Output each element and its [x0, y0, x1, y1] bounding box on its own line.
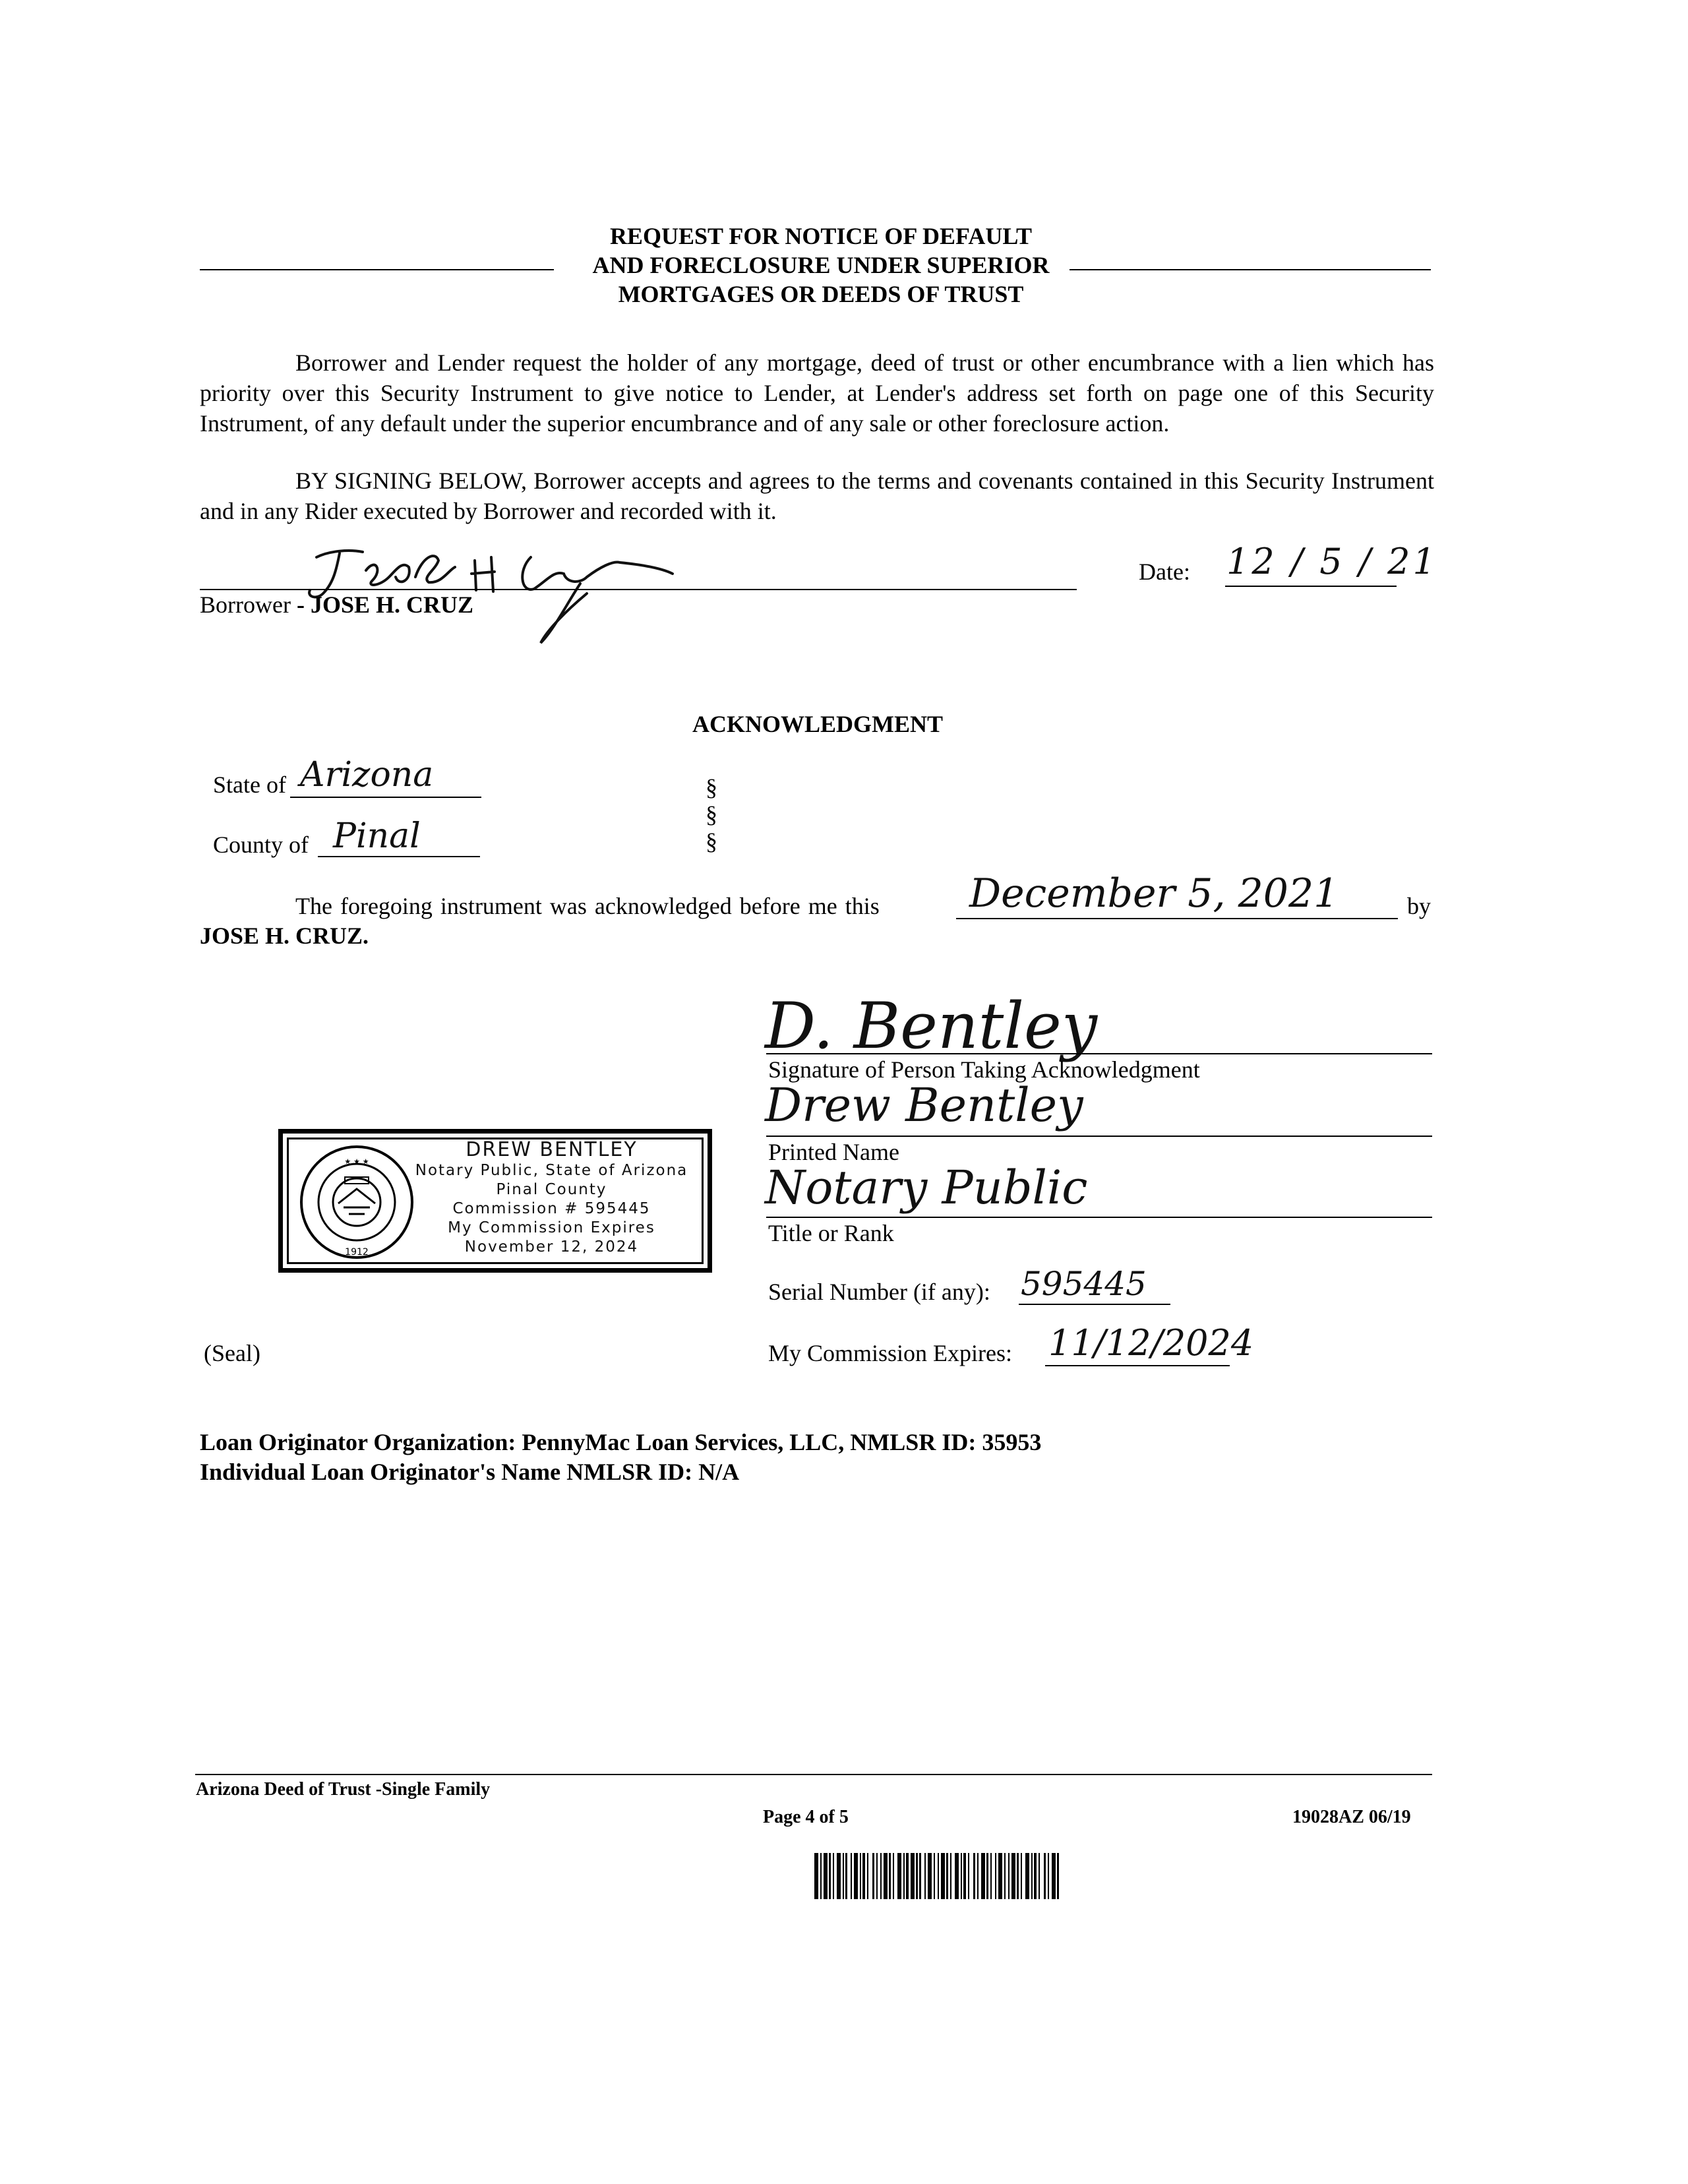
serial-number-value: 595445 — [1021, 1265, 1147, 1303]
section-symbol-3: § — [706, 828, 717, 855]
commission-expires-value: 11/12/2024 — [1048, 1322, 1254, 1364]
stamp-line-3: Pinal County — [496, 1181, 607, 1198]
signing-paragraph: BY SIGNING BELOW, Borrower accepts and agrees to the terms and covenants contained in this Security Instrument and in any Rider executed by Borrower and recorded with it. — [200, 468, 1434, 524]
title-rank-line — [766, 1217, 1432, 1218]
by-label: by — [1407, 893, 1431, 919]
notice-paragraph: Borrower and Lender request the holder of any mortgage, deed of trust or other encumbrance with a lien which has priority over this Security Instrument to give notice to Lender, at Lender's address set forth on page one of this Security Instrument, of any default under the superior encumbrance and of any sale or other foreclosure action. — [200, 349, 1434, 437]
title-rule-right — [1070, 269, 1431, 270]
arizona-seal-icon — [297, 1143, 416, 1261]
notary-signature-line — [766, 1053, 1432, 1054]
title-line-2: AND FORECLOSURE UNDER SUPERIOR — [554, 251, 1088, 280]
foregoing-text: The foregoing instrument was acknowledged before me this — [295, 893, 880, 919]
title-line-3: MORTGAGES OR DEEDS OF TRUST — [618, 281, 1024, 307]
stamp-line-6: November 12, 2024 — [464, 1238, 639, 1256]
stamp-line-5: My Commission Expires — [448, 1219, 655, 1236]
printed-name-label: Printed Name — [768, 1139, 899, 1165]
county-line — [318, 856, 480, 857]
serial-number-line — [1019, 1304, 1170, 1305]
notary-signature-value: D. Bentley — [765, 989, 1098, 1063]
title-rule-left — [200, 269, 556, 270]
acknowledgment-heading: ACKNOWLEDGMENT — [692, 711, 944, 737]
borrower-date-value: 12 / 5 / 21 — [1226, 541, 1438, 582]
foregoing-date-value: December 5, 2021 — [969, 870, 1339, 917]
title-rank-label: Title or Rank — [768, 1220, 894, 1246]
borrower-date-label: Date: — [1139, 559, 1190, 585]
page-number: Page 4 of 5 — [763, 1807, 849, 1827]
title-rank-value: Notary Public — [765, 1161, 1088, 1215]
svg-text:1912: 1912 — [345, 1247, 369, 1258]
footer-rule — [195, 1774, 1432, 1775]
county-value: Pinal — [333, 816, 421, 856]
stamp-name: DREW BENTLEY — [466, 1138, 638, 1161]
borrower-label-row — [200, 590, 473, 619]
commission-expires-line — [1045, 1365, 1230, 1366]
borrower-name: - JOSE H. CRUZ — [296, 592, 473, 618]
form-code: 19028AZ 06/19 — [1292, 1807, 1411, 1827]
svg-text:★ ★ ★: ★ ★ ★ — [344, 1157, 369, 1166]
loan-originator-organization: Loan Originator Organization: PennyMac Loan Services, LLC, NMLSR ID: 35953 — [200, 1429, 1042, 1455]
section-symbol-2: § — [706, 801, 717, 828]
county-label: County of — [213, 832, 309, 858]
commission-expires-label: My Commission Expires: — [768, 1340, 1013, 1366]
foregoing-date-line — [956, 918, 1398, 919]
printed-name-line — [766, 1136, 1432, 1137]
state-value: Arizona — [300, 755, 434, 795]
borrower-date-line — [1225, 586, 1397, 587]
state-line — [290, 797, 481, 798]
state-label: State of — [213, 772, 286, 798]
notary-stamp — [278, 1129, 712, 1273]
notary-signature-label: Signature of Person Taking Acknowledgment — [768, 1056, 1200, 1083]
individual-loan-originator: Individual Loan Originator's Name NMLSR ID: N/A — [200, 1459, 740, 1485]
barcode — [814, 1853, 1431, 1899]
stamp-line-4: Commission # 595445 — [452, 1200, 651, 1217]
printed-name-value: Drew Bentley — [765, 1078, 1083, 1132]
section-symbol-1: § — [706, 774, 717, 801]
title-line-1: REQUEST FOR NOTICE OF DEFAULT — [609, 223, 1033, 249]
acknowledged-name: JOSE H. CRUZ. — [200, 923, 369, 949]
seal-label: (Seal) — [204, 1340, 260, 1366]
serial-number-label: Serial Number (if any): — [768, 1279, 990, 1305]
form-name: Arizona Deed of Trust -Single Family — [196, 1779, 491, 1800]
stamp-line-2: Notary Public, State of Arizona — [415, 1162, 688, 1179]
borrower-label: Borrower — [200, 592, 291, 618]
